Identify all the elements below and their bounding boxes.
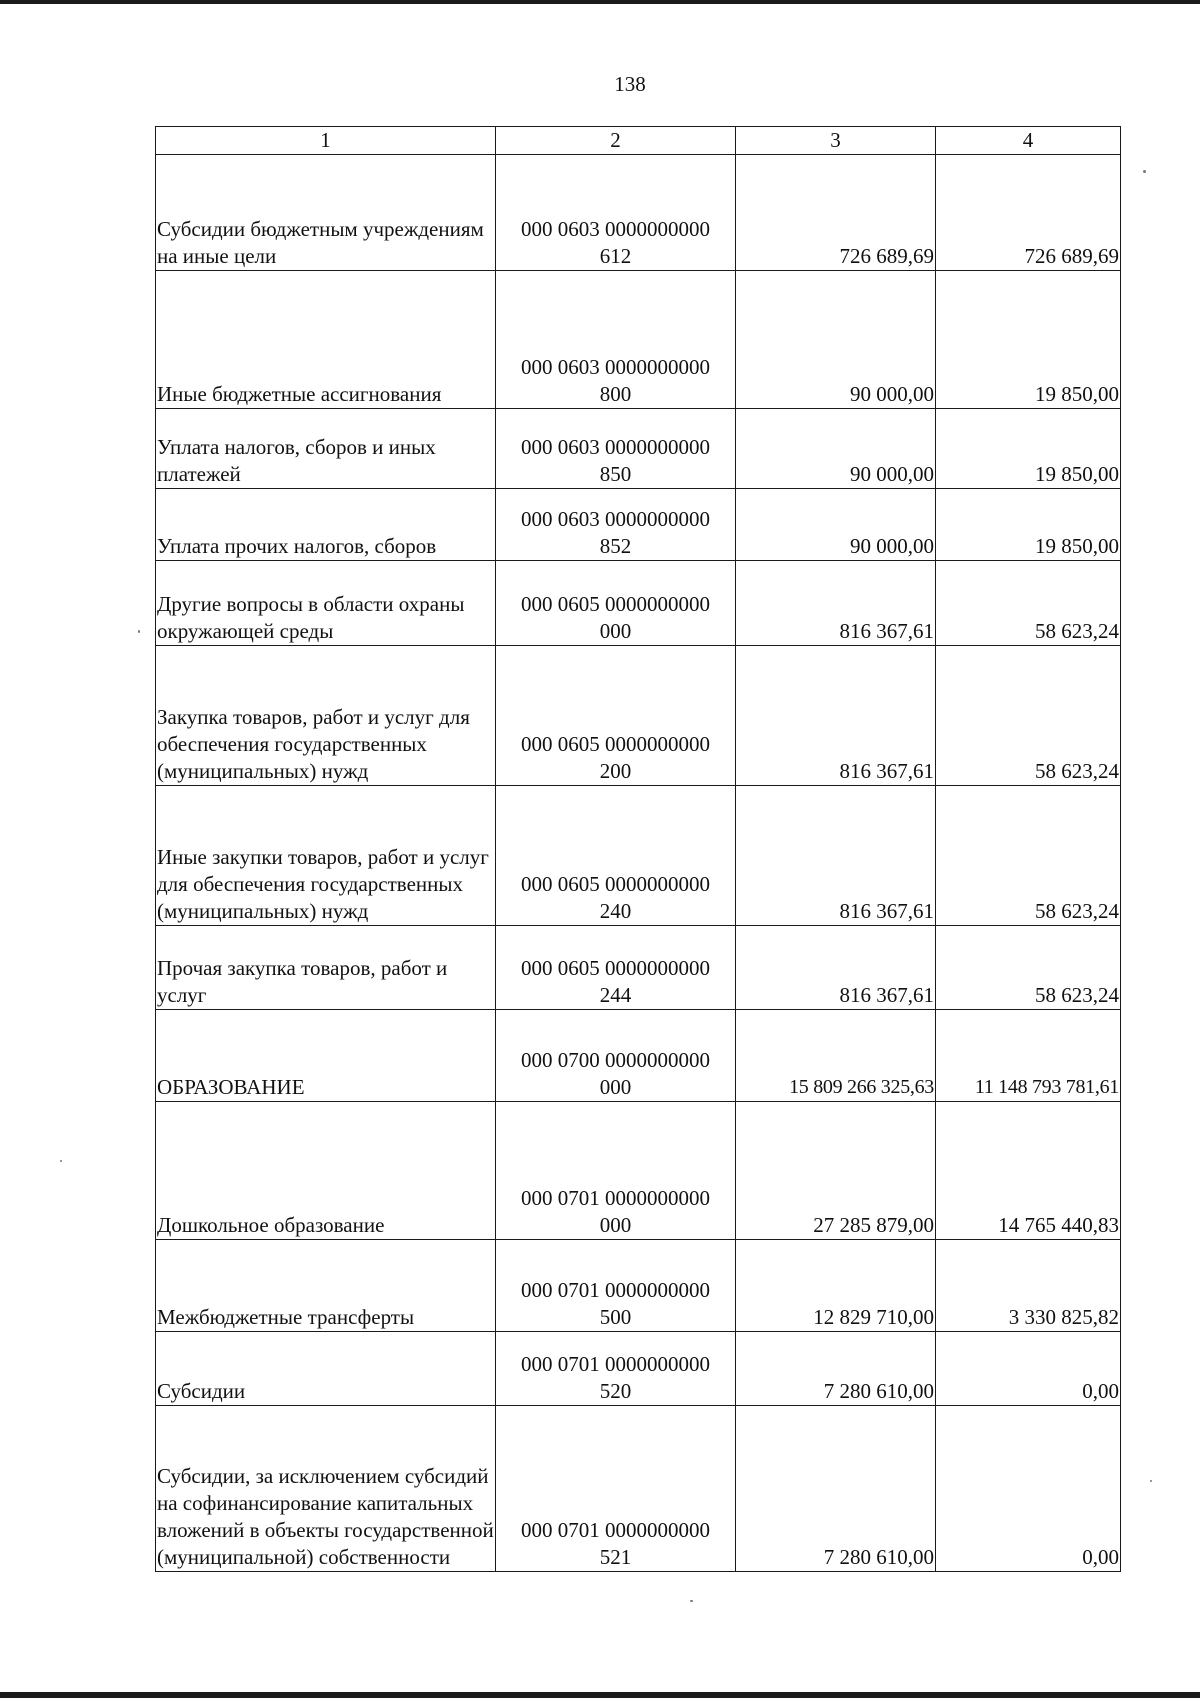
table-row bbox=[156, 646, 1121, 786]
code-line-2: 500 bbox=[599, 1305, 632, 1329]
budget-table bbox=[155, 126, 1121, 1572]
table-row bbox=[156, 489, 1121, 561]
scan-speck bbox=[138, 630, 140, 633]
row-col4: 19 850,00 bbox=[936, 271, 1121, 409]
code-line-2: 000 bbox=[599, 1213, 632, 1237]
row-col3: 816 367,61 bbox=[736, 786, 936, 926]
code-line-2: 200 bbox=[599, 759, 632, 783]
row-col4: 19 850,00 bbox=[936, 489, 1121, 561]
row-name: Субсидии bbox=[156, 1332, 496, 1406]
code-line-1: 000 0605 0000000000 bbox=[521, 592, 710, 616]
scan-speck bbox=[1150, 1480, 1152, 1482]
row-name: Иные бюджетные ассигнования bbox=[156, 271, 496, 409]
code-line-1: 000 0700 0000000000 bbox=[521, 1048, 710, 1072]
scan-speck bbox=[1143, 170, 1146, 173]
table-row bbox=[156, 1406, 1121, 1572]
scan-speck bbox=[60, 1160, 62, 1162]
column-header-1: 1 bbox=[156, 127, 496, 155]
code-line-1: 000 0701 0000000000 bbox=[521, 1518, 710, 1542]
code-line-2: 000 bbox=[599, 619, 632, 643]
row-col3: 27 285 879,00 bbox=[736, 1102, 936, 1240]
row-name: Уплата налогов, сборов и иных платежей bbox=[156, 409, 496, 489]
row-col4: 726 689,69 bbox=[936, 155, 1121, 271]
code-line-1: 000 0605 0000000000 bbox=[521, 732, 710, 756]
row-col3: 7 280 610,00 bbox=[736, 1406, 936, 1572]
header-row bbox=[156, 127, 1121, 155]
row-col4: 58 623,24 bbox=[936, 646, 1121, 786]
row-col3: 90 000,00 bbox=[736, 489, 936, 561]
table-row bbox=[156, 1332, 1121, 1406]
code-line-2: 244 bbox=[599, 983, 632, 1007]
row-code bbox=[496, 1010, 736, 1102]
row-col3: 7 280 610,00 bbox=[736, 1332, 936, 1406]
row-col3: 15 809 266 325,63 bbox=[736, 1010, 936, 1102]
row-col4: 58 623,24 bbox=[936, 786, 1121, 926]
row-col3: 816 367,61 bbox=[736, 646, 936, 786]
code-line-1: 000 0603 0000000000 bbox=[521, 435, 710, 459]
row-col4: 0,00 bbox=[936, 1332, 1121, 1406]
row-col3: 816 367,61 bbox=[736, 561, 936, 646]
table-row bbox=[156, 409, 1121, 489]
code-line-1: 000 0701 0000000000 bbox=[521, 1186, 710, 1210]
code-line-1: 000 0603 0000000000 bbox=[521, 217, 710, 241]
scan-edge-bottom bbox=[0, 1692, 1200, 1698]
row-col4: 14 765 440,83 bbox=[936, 1102, 1121, 1240]
row-code bbox=[496, 1240, 736, 1332]
table-row bbox=[156, 155, 1121, 271]
code-line-2: 800 bbox=[599, 382, 632, 406]
row-col4: 58 623,24 bbox=[936, 561, 1121, 646]
row-code bbox=[496, 786, 736, 926]
row-name: Закупка товаров, работ и услуг для обеспечения государственных (муниципальных) нужд bbox=[156, 646, 496, 786]
row-code bbox=[496, 155, 736, 271]
code-line-2: 000 bbox=[599, 1075, 632, 1099]
row-code bbox=[496, 1332, 736, 1406]
row-code bbox=[496, 1102, 736, 1240]
row-code bbox=[496, 1406, 736, 1572]
code-line-2: 520 bbox=[599, 1379, 632, 1403]
code-line-2: 612 bbox=[599, 244, 632, 268]
column-header-4: 4 bbox=[936, 127, 1121, 155]
code-line-1: 000 0701 0000000000 bbox=[521, 1352, 710, 1376]
table-row bbox=[156, 1102, 1121, 1240]
code-line-2: 240 bbox=[599, 899, 632, 923]
row-col4: 0,00 bbox=[936, 1406, 1121, 1572]
code-line-2: 521 bbox=[599, 1545, 632, 1569]
row-code bbox=[496, 646, 736, 786]
row-col3: 726 689,69 bbox=[736, 155, 936, 271]
row-col3: 90 000,00 bbox=[736, 271, 936, 409]
row-col4: 11 148 793 781,61 bbox=[936, 1010, 1121, 1102]
row-code bbox=[496, 561, 736, 646]
row-name: Дошкольное образование bbox=[156, 1102, 496, 1240]
table-row bbox=[156, 271, 1121, 409]
code-line-1: 000 0701 0000000000 bbox=[521, 1278, 710, 1302]
row-col3: 816 367,61 bbox=[736, 926, 936, 1010]
code-line-1: 000 0603 0000000000 bbox=[521, 355, 710, 379]
row-col4: 58 623,24 bbox=[936, 926, 1121, 1010]
table-row bbox=[156, 561, 1121, 646]
scan-edge-top bbox=[0, 0, 1200, 4]
row-code bbox=[496, 926, 736, 1010]
table-row bbox=[156, 1240, 1121, 1332]
code-line-1: 000 0605 0000000000 bbox=[521, 956, 710, 980]
row-name: Уплата прочих налогов, сборов bbox=[156, 489, 496, 561]
scan-speck bbox=[690, 1600, 693, 1602]
row-col4: 3 330 825,82 bbox=[936, 1240, 1121, 1332]
row-name: ОБРАЗОВАНИЕ bbox=[156, 1010, 496, 1102]
code-line-1: 000 0605 0000000000 bbox=[521, 872, 710, 896]
code-line-1: 000 0603 0000000000 bbox=[521, 507, 710, 531]
page-number: 138 bbox=[614, 72, 646, 96]
row-col3: 12 829 710,00 bbox=[736, 1240, 936, 1332]
row-name: Другие вопросы в области охраны окружающей среды bbox=[156, 561, 496, 646]
column-header-2: 2 bbox=[496, 127, 736, 155]
row-code bbox=[496, 271, 736, 409]
row-name: Иные закупки товаров, работ и услуг для обеспечения государственных (муниципальных) нужд bbox=[156, 786, 496, 926]
code-line-2: 852 bbox=[599, 534, 632, 558]
row-name: Субсидии бюджетным учреждениям на иные цели bbox=[156, 155, 496, 271]
row-code bbox=[496, 409, 736, 489]
row-name: Прочая закупка товаров, работ и услуг bbox=[156, 926, 496, 1010]
row-col3: 90 000,00 bbox=[736, 409, 936, 489]
row-name: Межбюджетные трансферты bbox=[156, 1240, 496, 1332]
row-name: Субсидии, за исключением субсидий на софинансирование капитальных вложений в объекты государственной (муниципальной) собственности bbox=[156, 1406, 496, 1572]
code-line-2: 850 bbox=[599, 462, 632, 486]
column-header-3: 3 bbox=[736, 127, 936, 155]
table-row bbox=[156, 926, 1121, 1010]
row-code bbox=[496, 489, 736, 561]
table-row bbox=[156, 1010, 1121, 1102]
table-row bbox=[156, 786, 1121, 926]
row-col4: 19 850,00 bbox=[936, 409, 1121, 489]
